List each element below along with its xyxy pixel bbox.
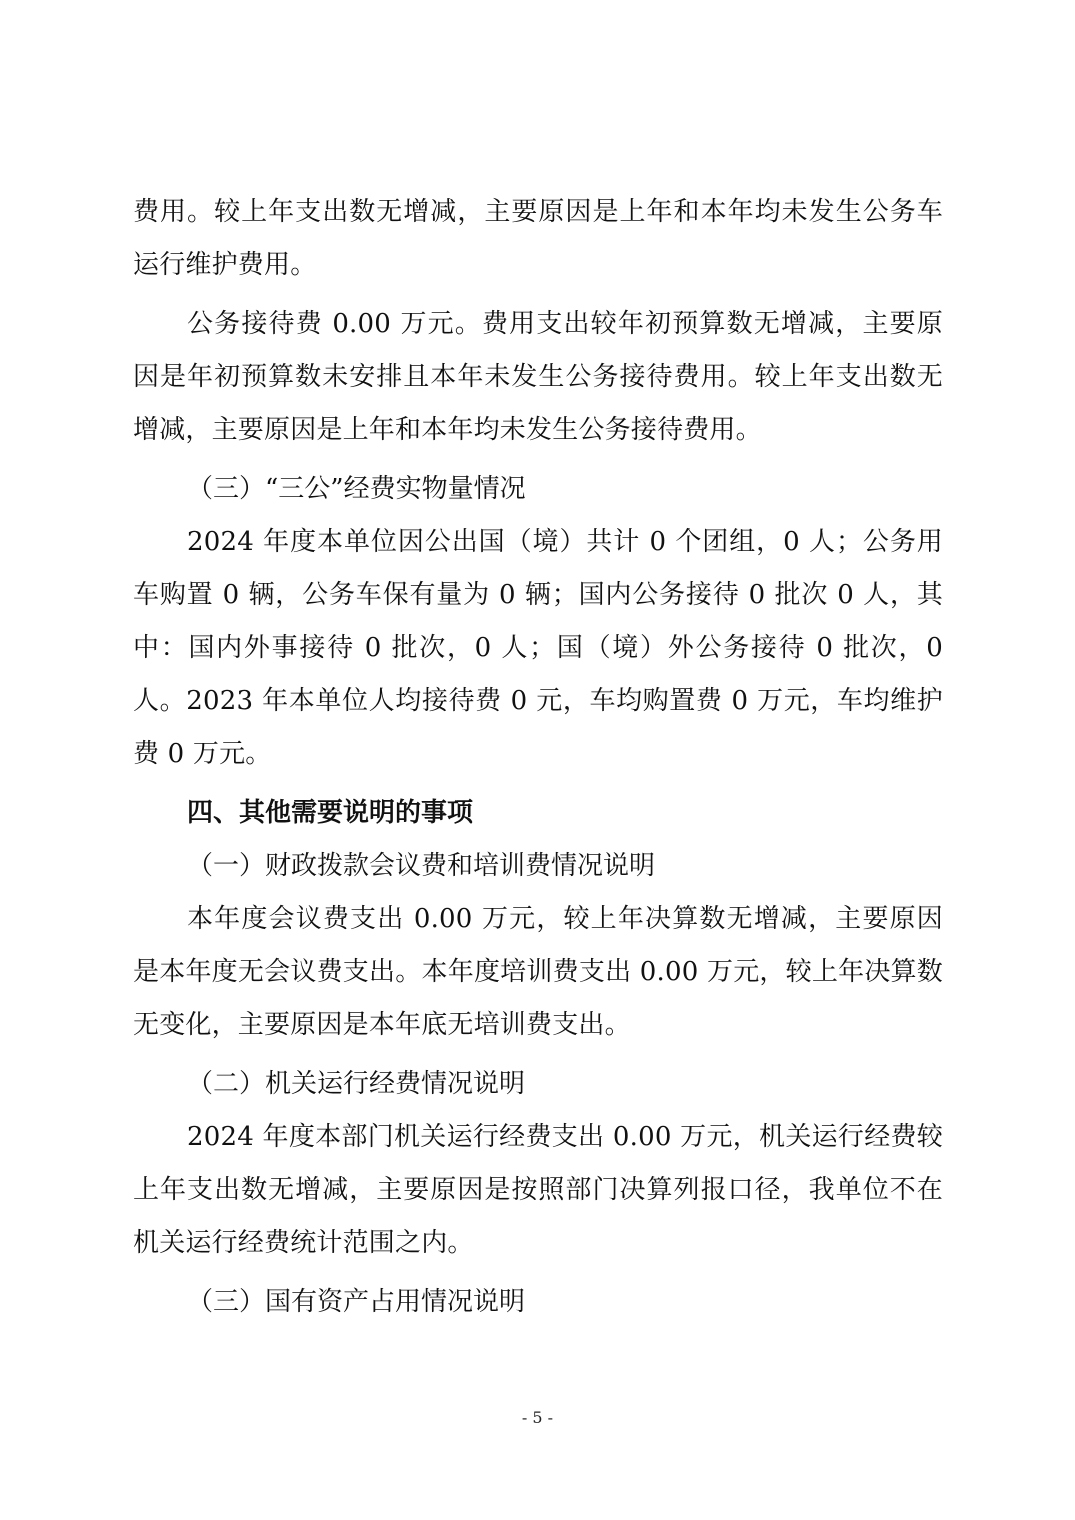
heading-operation-expenses: （二）机关运行经费情况说明 — [187, 1069, 526, 1099]
paragraph-meeting-training-fees: 本年度会议费支出 0.00 万元，较上年决算数无增减，主要原因是本年度无会议费支出。本年度培训费支出 0.00 万元，较上年决算数无变化，主要原因是本年底无培训费支出。 — [133, 904, 943, 1040]
section-heading-other-matters: 四、其他需要说明的事项 — [187, 798, 474, 828]
paragraph-operation-expenses: 2024 年度本部门机关运行经费支出 0.00 万元，机关运行经费较上年支出数无增减，主要原因是按照部门决算列报口径，我单位不在机关运行经费统计范围之内。 — [133, 1122, 943, 1258]
paragraph-vehicle-maintenance-continued: 费用。较上年支出数无增减，主要原因是上年和本年均未发生公务车运行维护费用。 — [133, 197, 943, 280]
document-page — [133, 186, 943, 1329]
heading-meeting-training-fees: （一）财政拨款会议费和培训费情况说明 — [187, 851, 656, 881]
paragraph-reception-expenses: 公务接待费 0.00 万元。费用支出较年初预算数无增减，主要原因是年初预算数未安排且本年未发生公务接待费用。较上年支出数无增减，主要原因是上年和本年均未发生公务接待费用。 — [133, 309, 943, 445]
heading-three-public-physical-quantity: （三）“三公”经费实物量情况 — [187, 474, 526, 504]
page-number: - 5 - — [521, 1408, 554, 1427]
paragraph-physical-quantity: 2024 年度本单位因公出国（境）共计 0 个团组，0 人；公务用车购置 0 辆，公务车保有量为 0 辆；国内公务接待 0 批次 0 人，其中：国内外事接待 0 批次，0 人；国（境）外公务接待 0 批次，0 人。2023 年本单位人均接待费 0 元，车均购置费 0 万元，车均维护费 0 万元。 — [133, 527, 943, 769]
heading-state-assets: （三）国有资产占用情况说明 — [187, 1287, 526, 1317]
